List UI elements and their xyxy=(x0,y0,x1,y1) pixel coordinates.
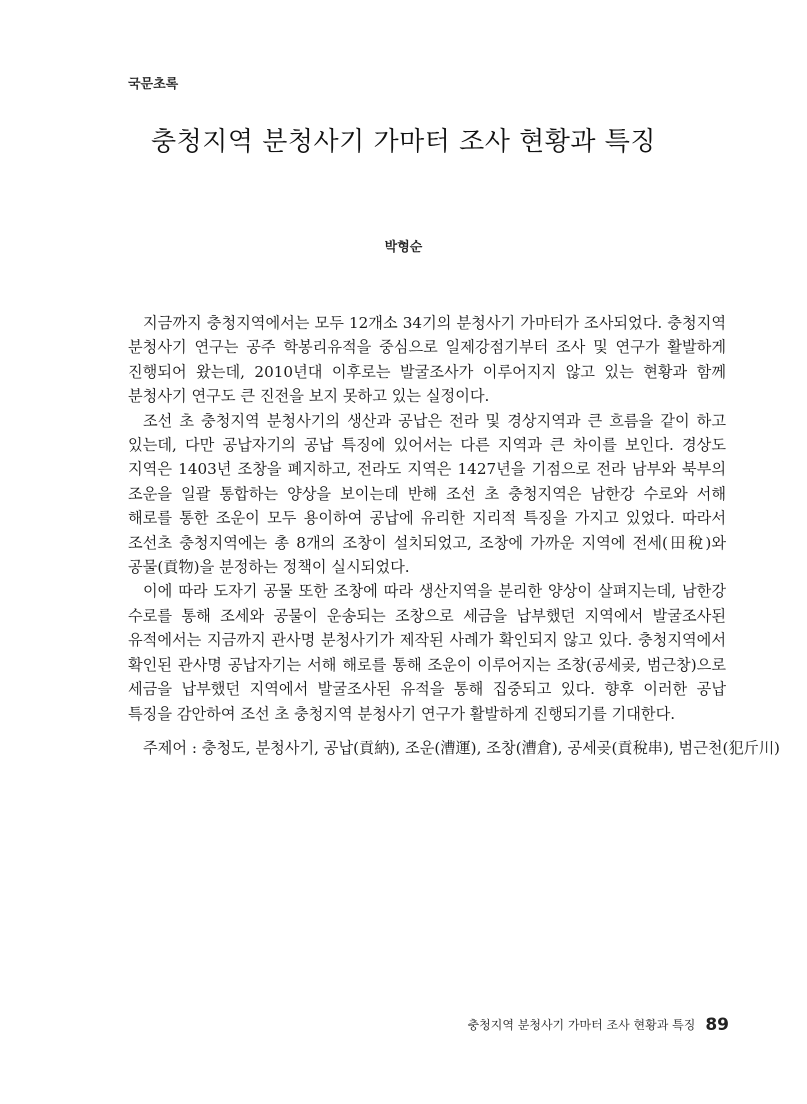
abstract-body xyxy=(128,311,726,726)
keywords-line: 주제어 : 충청도, 분청사기, 공납(貢納), 조운(漕運), 조창(漕倉), 공세곶(貢稅串), 범근천(犯斤川) xyxy=(143,739,780,757)
page-footer xyxy=(468,1015,729,1035)
abstract-paragraph: 이에 따라 도자기 공물 또한 조창에 따라 생산지역을 분리한 양상이 살펴지는데, 남한강 수로를 통해 조세와 공물이 운송되는 조창으로 세금을 납부했던 지역에서 발굴조사된 유적에서는 지금까지 관사명 분청사기가 제작된 사례가 확인되지 않고 있다. 충청지역에서 확인된 관사명 공납자기는 서해 해로를 통해 조운이 이루어지는 조창(공세곶, 범근창)으로 세금을 납부했던 지역에서 발굴조사된 유적을 통해 집중되고 있다. 향후 이러한 공납 특징을 감안하여 조선 초 충청지역 분청사기 연구가 활발하게 진행되기를 기대한다. xyxy=(128,582,726,723)
abstract-paragraph: 조선 초 충청지역 분청사기의 생산과 공납은 전라 및 경상지역과 큰 흐름을 같이 하고 있는데, 다만 공납자기의 공납 특징에 있어서는 다른 지역과 큰 차이를 보인다. 경상도 지역은 1403년 조창을 폐지하고, 전라도 지역은 1427년을 기점으로 전라 남부와 북부의 조운을 일괄 통합하는 양상을 보이는데 반해 조선 초 충청지역은 남한강 수로와 서해 해로를 통한 조운이 모두 용이하여 공납에 유리한 지리적 특징을 가지고 있었다. 따라서 조선초 충청지역에는 총 8개의 조창이 설치되었고, 조창에 가까운 지역에 전세(田稅)와 공물(貢物)을 분정하는 정책이 실시되었다. xyxy=(128,411,726,577)
section-label: 국문초록 xyxy=(128,77,179,92)
author-name: 박형순 xyxy=(384,240,423,255)
article-title: 충청지역 분청사기 가마터 조사 현황과 특징 xyxy=(151,127,656,157)
running-title: 충청지역 분청사기 가마터 조사 현황과 특징 xyxy=(467,1018,696,1032)
abstract-paragraph: 지금까지 충청지역에서는 모두 12개소 34기의 분청사기 가마터가 조사되었다. 충청지역 분청사기 연구는 공주 학봉리유적을 중심으로 일제강점기부터 조사 및 연구가 활발하게 진행되어 왔는데, 2010년대 이후로는 발굴조사가 이루어지지 않고 있는 현황과 함께 분청사기 연구도 큰 진전을 보지 못하고 있는 실정이다. xyxy=(128,314,726,406)
page-number: 89 xyxy=(705,1015,729,1035)
